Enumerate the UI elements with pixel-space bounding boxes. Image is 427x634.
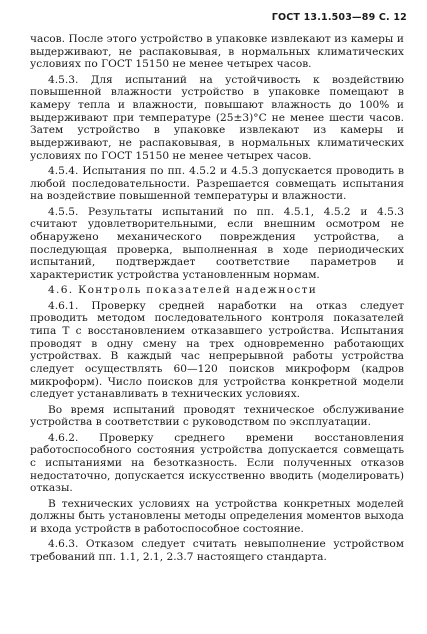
paragraph-continuation: часов. После этого устройство в упаковке извлекают из камеры и выдерживают, не распаковывая, в нормальных климатических условиях по ГОСТ 15150 не менее четырех часов.	[30, 33, 404, 71]
paragraph-4-6-1: 4.6.1. Проверку средней наработки на отказ следует проводить методом последовательного контроля показателей типа Т с восстановлением отказавшего устройства. Испытания проводят в одну смену на трех одновременно работающих устройствах. В каждый час непрерывной работы устройства следует осуществлять 60—120 поисков микроформ (кадров микроформ). Число поисков для устройства конкретной модели следует устанавливать в технических условиях.	[30, 299, 404, 401]
paragraph-4-5-4: 4.5.4. Испытания по пп. 4.5.2 и 4.5.3 допускается проводить в любой последовательности. Разрешается совмещать испытания на воздействие повышенной температуры и влажности.	[30, 165, 404, 203]
paragraph-4-6-2: 4.6.2. Проверку среднего времени восстановления работоспособного состояния устройства допускается совмещать с испытаниями на безотказность. Если полученных отказов недостаточно, допускается искусственно вводить (моделировать) отказы.	[30, 431, 404, 495]
paragraph-maintenance: Во время испытаний проводят техническое обслуживание устройства в соответствии с руководством по эксплуатации.	[30, 403, 404, 429]
section-heading-4-6: 4.6. Контроль показателей надежности	[48, 284, 318, 297]
document-body	[30, 33, 404, 566]
page-header: ГОСТ 13.1.503—89 С. 12	[271, 12, 407, 23]
paragraph-4-5-5: 4.5.5. Результаты испытаний по пп. 4.5.1, 4.5.2 и 4.5.3 считают удовлетворительными, если внешним осмотром не обнаружено механического повреждения устройства, а последующая проверка, выполненная в ходе периодических испытаний, подтверждает соответствие параметров и характеристик устройства установленным нормам.	[30, 205, 404, 282]
paragraph-4-6-3: 4.6.3. Отказом следует считать невыполнение устройством требований пп. 1.1, 2.1, 2.3.7 настоящего стандарта.	[30, 538, 404, 563]
paragraph-technical-conditions: В технических условиях на устройства конкретных моделей должны быть установлены методы определения моментов выхода и входа устройств в работоспособное состояние.	[30, 497, 404, 536]
paragraph-4-5-3: 4.5.3. Для испытаний на устойчивость к воздействию повышенной влажности устройство в упаковке помещают в камеру тепла и влажности, повышают влажность до 100% и выдерживают при температуре (25±3)°С не менее шести часов. Затем устройство в упаковке извлекают из камеры и выдерживают, не распаковывая, в нормальных климатических условиях по ГОСТ 15150 не менее четырех часов.	[30, 73, 404, 162]
